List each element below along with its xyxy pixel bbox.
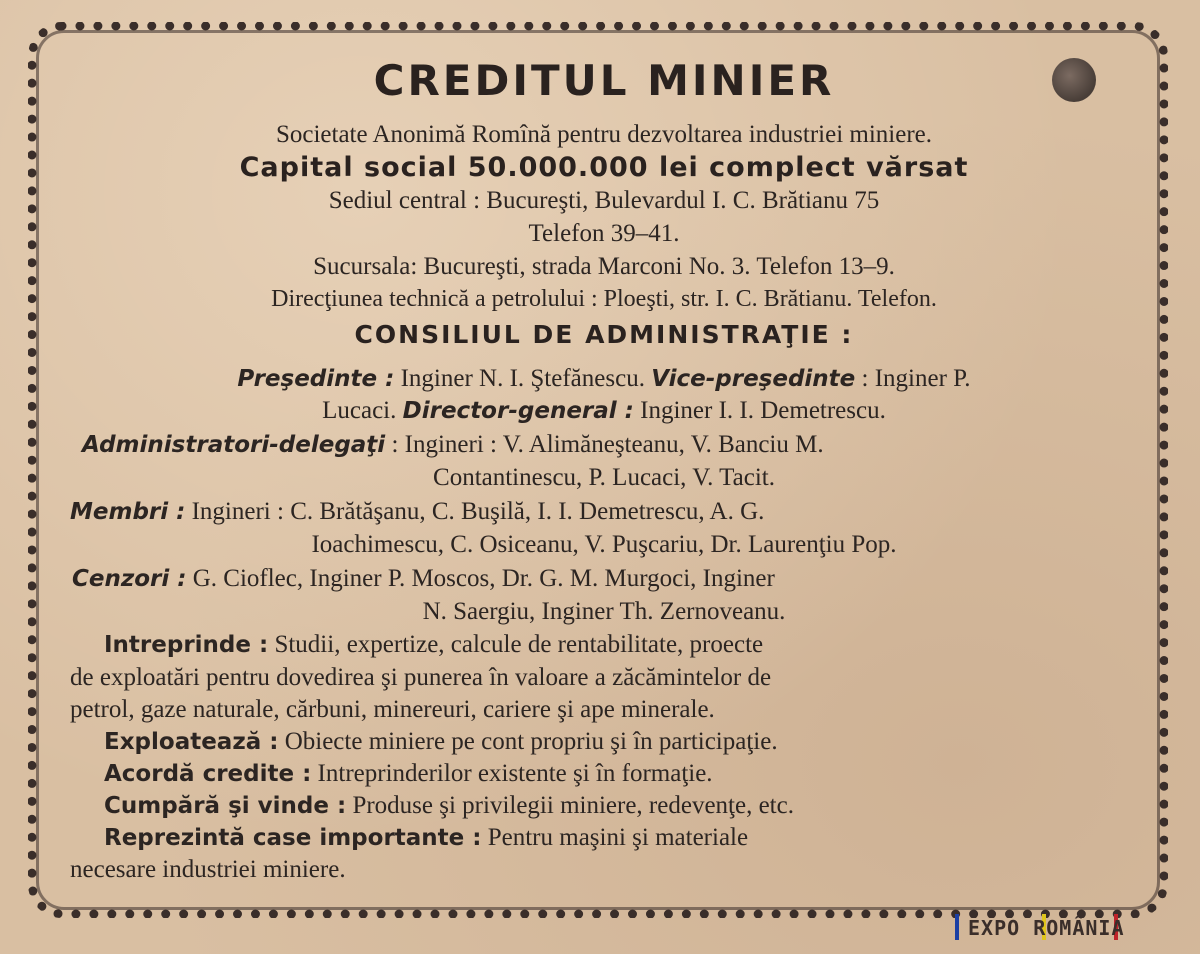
capital-social: Capital social 50.000.000 lei complect vărsat	[239, 152, 969, 183]
administratori-line	[82, 432, 1158, 457]
reprezinta-label: Reprezintă case importante :	[104, 825, 482, 851]
reprezinta-line-2: necesare industriei miniere.	[70, 856, 346, 883]
cenzori-label: Cenzori :	[72, 566, 187, 592]
vice-presedinte-text: : Inginer P.	[855, 365, 971, 392]
lucaci-text: Lucaci.	[322, 397, 403, 424]
cumpara-text: Produse şi privilegii miniere, redevenţe, etc.	[346, 792, 794, 819]
membri-line	[70, 499, 1146, 524]
reprezinta-text: Pentru maşini şi materiale	[481, 824, 749, 851]
directiunea-tehnica: Direcţiunea technică a petrolului : Ploeşti, str. I. C. Brătianu. Telefon.	[271, 286, 937, 312]
acorda-label: Acordă credite :	[104, 761, 312, 787]
intreprinde-label: Intreprinde :	[104, 632, 269, 658]
exploateaza-text: Obiecte miniere pe cont propriu şi în participaţie.	[278, 728, 778, 755]
watermark-text: EXPO ROMÂNIA	[968, 916, 1125, 940]
cenzori-line-2: N. Saergiu, Inginer Th. Zernoveanu.	[422, 598, 786, 625]
acorda-text: Intreprinderilor existente şi în formaţie.	[311, 760, 713, 787]
subtitle: Societate Anonimă Romînă pentru dezvoltarea industriei miniere.	[275, 121, 933, 148]
sediul-central: Sediul central : Bucureşti, Bulevardul I. C. Brătianu 75	[328, 187, 880, 214]
administratori-label: Administratori-delegaţi	[82, 432, 386, 458]
director-label: Director-general :	[402, 398, 634, 424]
sucursala: Sucursala: Bucureşti, strada Marconi No. 3. Telefon 13–9.	[313, 253, 895, 280]
membri-line-2: Ioachimescu, C. Osiceanu, V. Puşcariu, Dr. Laurenţiu Pop.	[311, 531, 897, 558]
intreprinde-line-2: de exploatări pentru dovedirea şi punerea în valoare a zăcămintelor de	[70, 664, 772, 691]
administratori-line-2: Contantinescu, P. Lucaci, V. Tacit.	[433, 464, 775, 491]
presedinte-label: Preşedinte :	[237, 366, 395, 392]
cumpara-line	[104, 793, 1180, 818]
administratori-text: : Ingineri : V. Alimăneşteanu, V. Banciu M.	[385, 431, 824, 458]
membri-label: Membri :	[70, 499, 186, 525]
exploateaza-line	[104, 729, 1180, 754]
presedinte-text: Inginer N. I. Ştefănescu.	[394, 365, 652, 392]
intreprinde-line-3: petrol, gaze naturale, cărbuni, minereuri, cariere şi ape minerale.	[70, 696, 715, 723]
membri-text: Ingineri : C. Brătăşanu, C. Buşilă, I. I. Demetrescu, A. G.	[185, 498, 765, 525]
document-title: CREDITUL MINIER	[373, 56, 835, 105]
vice-presedinte-label: Vice-preşedinte	[651, 366, 856, 392]
consiliul-heading: CONSILIUL DE ADMINISTRAŢIE :	[354, 320, 854, 349]
director-line	[66, 398, 1142, 423]
intreprinde-line	[104, 632, 1180, 657]
cenzori-text: G. Cioflec, Inginer P. Moscos, Dr. G. M. Murgoci, Inginer	[186, 565, 775, 592]
reprezinta-line	[104, 825, 1180, 850]
cenzori-line	[72, 566, 1148, 591]
cumpara-label: Cumpără şi vinde :	[104, 793, 347, 819]
telefon-central: Telefon 39–41.	[528, 220, 680, 247]
exploateaza-label: Exploatează :	[104, 729, 279, 755]
presedinte-line	[66, 366, 1142, 391]
intreprinde-text: Studii, expertize, calcule de rentabilitate, proecte	[268, 631, 764, 658]
acorda-line	[104, 761, 1180, 786]
advertisement-content	[66, 52, 1142, 892]
director-text: Inginer I. I. Demetrescu.	[633, 397, 886, 424]
